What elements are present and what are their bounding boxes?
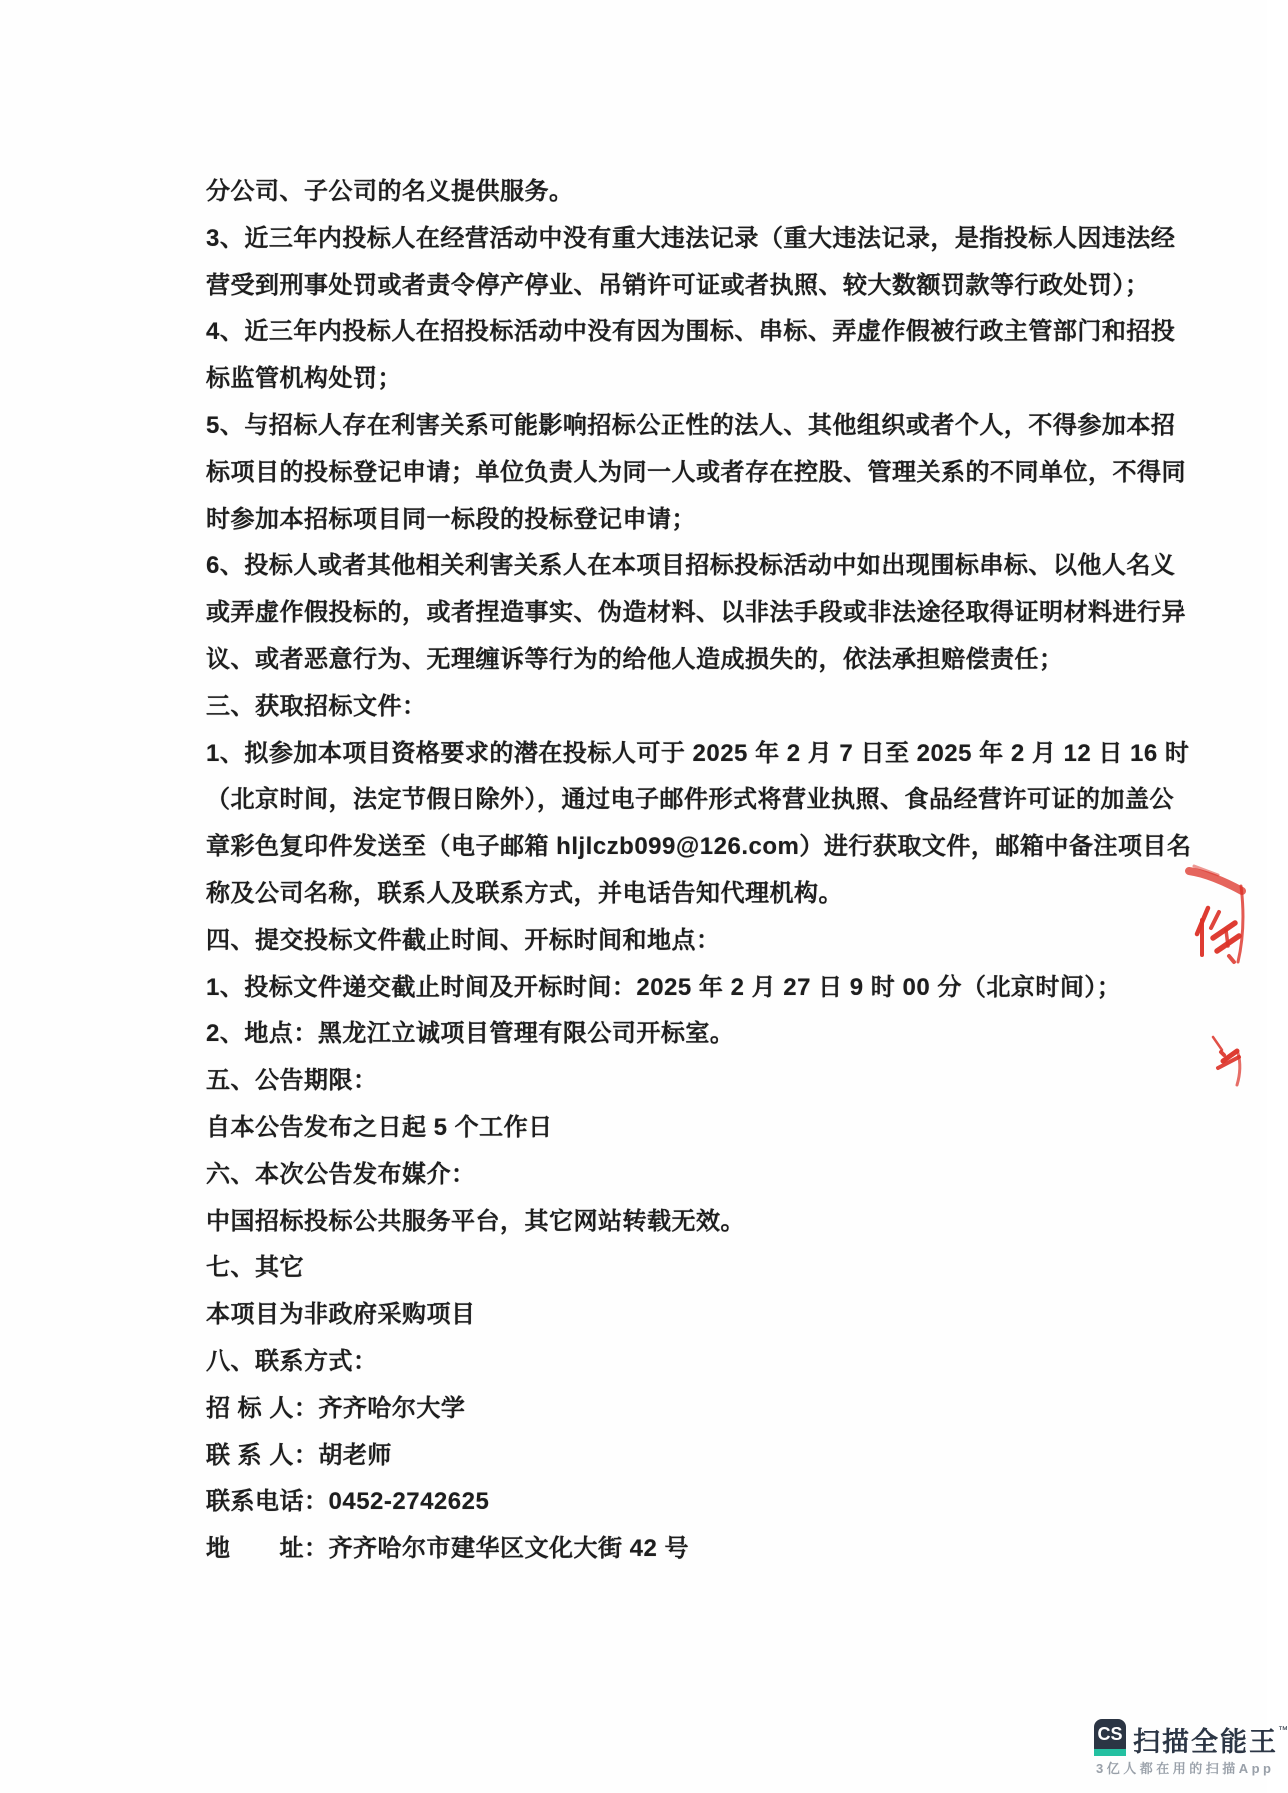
document-line: 或弄虚作假投标的，或者捏造事实、伪造材料、以非法手段或非法途径取得证明材料进行异	[206, 599, 1186, 627]
camscanner-logo-icon	[1094, 1719, 1126, 1756]
document-line: 三、获取招标文件：	[206, 692, 427, 720]
document-line: 四、提交投标文件截止时间、开标时间和地点：	[206, 926, 721, 954]
document-line: 4、近三年内投标人在招投标活动中没有因为围标、串标、弄虚作假被行政主管部门和招投	[206, 318, 1176, 346]
cs-icon-label: CS	[1097, 1724, 1123, 1744]
app-name: 扫描全能王	[1133, 1727, 1278, 1757]
document-line: 章彩色复印件发送至（电子邮箱 hljlczb099@126.com）进行获取文件，邮箱中备注项目名	[206, 833, 1192, 861]
cs-icon-green-strip	[1094, 1749, 1126, 1756]
document-line: 五、公告期限：	[206, 1067, 378, 1095]
red-seal-stamp-fragment-top	[1184, 858, 1246, 970]
document-line: 时参加本招标项目同一标段的投标登记申请；	[206, 505, 696, 533]
document-line: 议、或者恶意行为、无理缠诉等行为的给他人造成损失的，依法承担赔偿责任；	[206, 645, 1064, 673]
camscanner-watermark	[1094, 1719, 1288, 1777]
document-line: 联 系 人：胡老师	[206, 1441, 392, 1469]
document-line: 联系电话：0452-2742625	[206, 1488, 490, 1516]
document-line: 6、投标人或者其他相关利害关系人在本项目招标投标活动中如出现围标串标、以他人名义	[206, 552, 1176, 580]
document-line: （北京时间，法定节假日除外），通过电子邮件形式将营业执照、食品经营许可证的加盖公	[206, 786, 1174, 814]
document-line: 2、地点：黑龙江立诚项目管理有限公司开标室。	[206, 1020, 735, 1048]
document-line: 1、拟参加本项目资格要求的潜在投标人可于 2025 年 2 月 7 日至 2025 年 2 月 12 日 16 时	[206, 739, 1190, 767]
document-line: 分公司、子公司的名义提供服务。	[206, 178, 574, 205]
document-line: 称及公司名称，联系人及联系方式，并电话告知代理机构。	[206, 879, 843, 907]
document-body	[206, 169, 1192, 1573]
app-name-row	[1133, 1720, 1288, 1759]
document-line: 八、联系方式：	[206, 1347, 378, 1375]
document-line: 七、其它	[206, 1254, 304, 1282]
document-line: 本项目为非政府采购项目	[206, 1301, 476, 1329]
document-line: 招 标 人：齐齐哈尔大学	[206, 1394, 466, 1422]
red-seal-stamp-fragment-bottom	[1206, 1030, 1246, 1090]
document-line: 六、本次公告发布媒介：	[206, 1160, 476, 1188]
document-line: 营受到刑事处罚或者责令停产停业、吊销许可证或者执照、较大数额罚款等行政处罚）；	[206, 271, 1150, 299]
document-line: 5、与招标人存在利害关系可能影响招标公正性的法人、其他组织或者个人，不得参加本招	[206, 411, 1176, 439]
document-line: 中国招标投标公共服务平台，其它网站转载无效。	[206, 1207, 745, 1235]
document-line: 标监管机构处罚；	[206, 365, 402, 393]
document-line: 自本公告发布之日起 5 个工作日	[206, 1113, 553, 1141]
document-line: 地 址：齐齐哈尔市建华区文化大街 42 号	[206, 1535, 690, 1563]
trademark-symbol: ™	[1278, 1725, 1288, 1736]
document-line: 1、投标文件递交截止时间及开标时间：2025 年 2 月 27 日 9 时 00 分（北京时间）；	[206, 973, 1122, 1001]
document-line: 标项目的投标登记申请；单位负责人为同一人或者存在控股、管理关系的不同单位，不得同	[206, 458, 1186, 486]
app-tagline: 3亿人都在用的扫描App	[1096, 1761, 1275, 1776]
document-line: 3、近三年内投标人在经营活动中没有重大违法记录（重大违法记录，是指投标人因违法经	[206, 224, 1176, 252]
